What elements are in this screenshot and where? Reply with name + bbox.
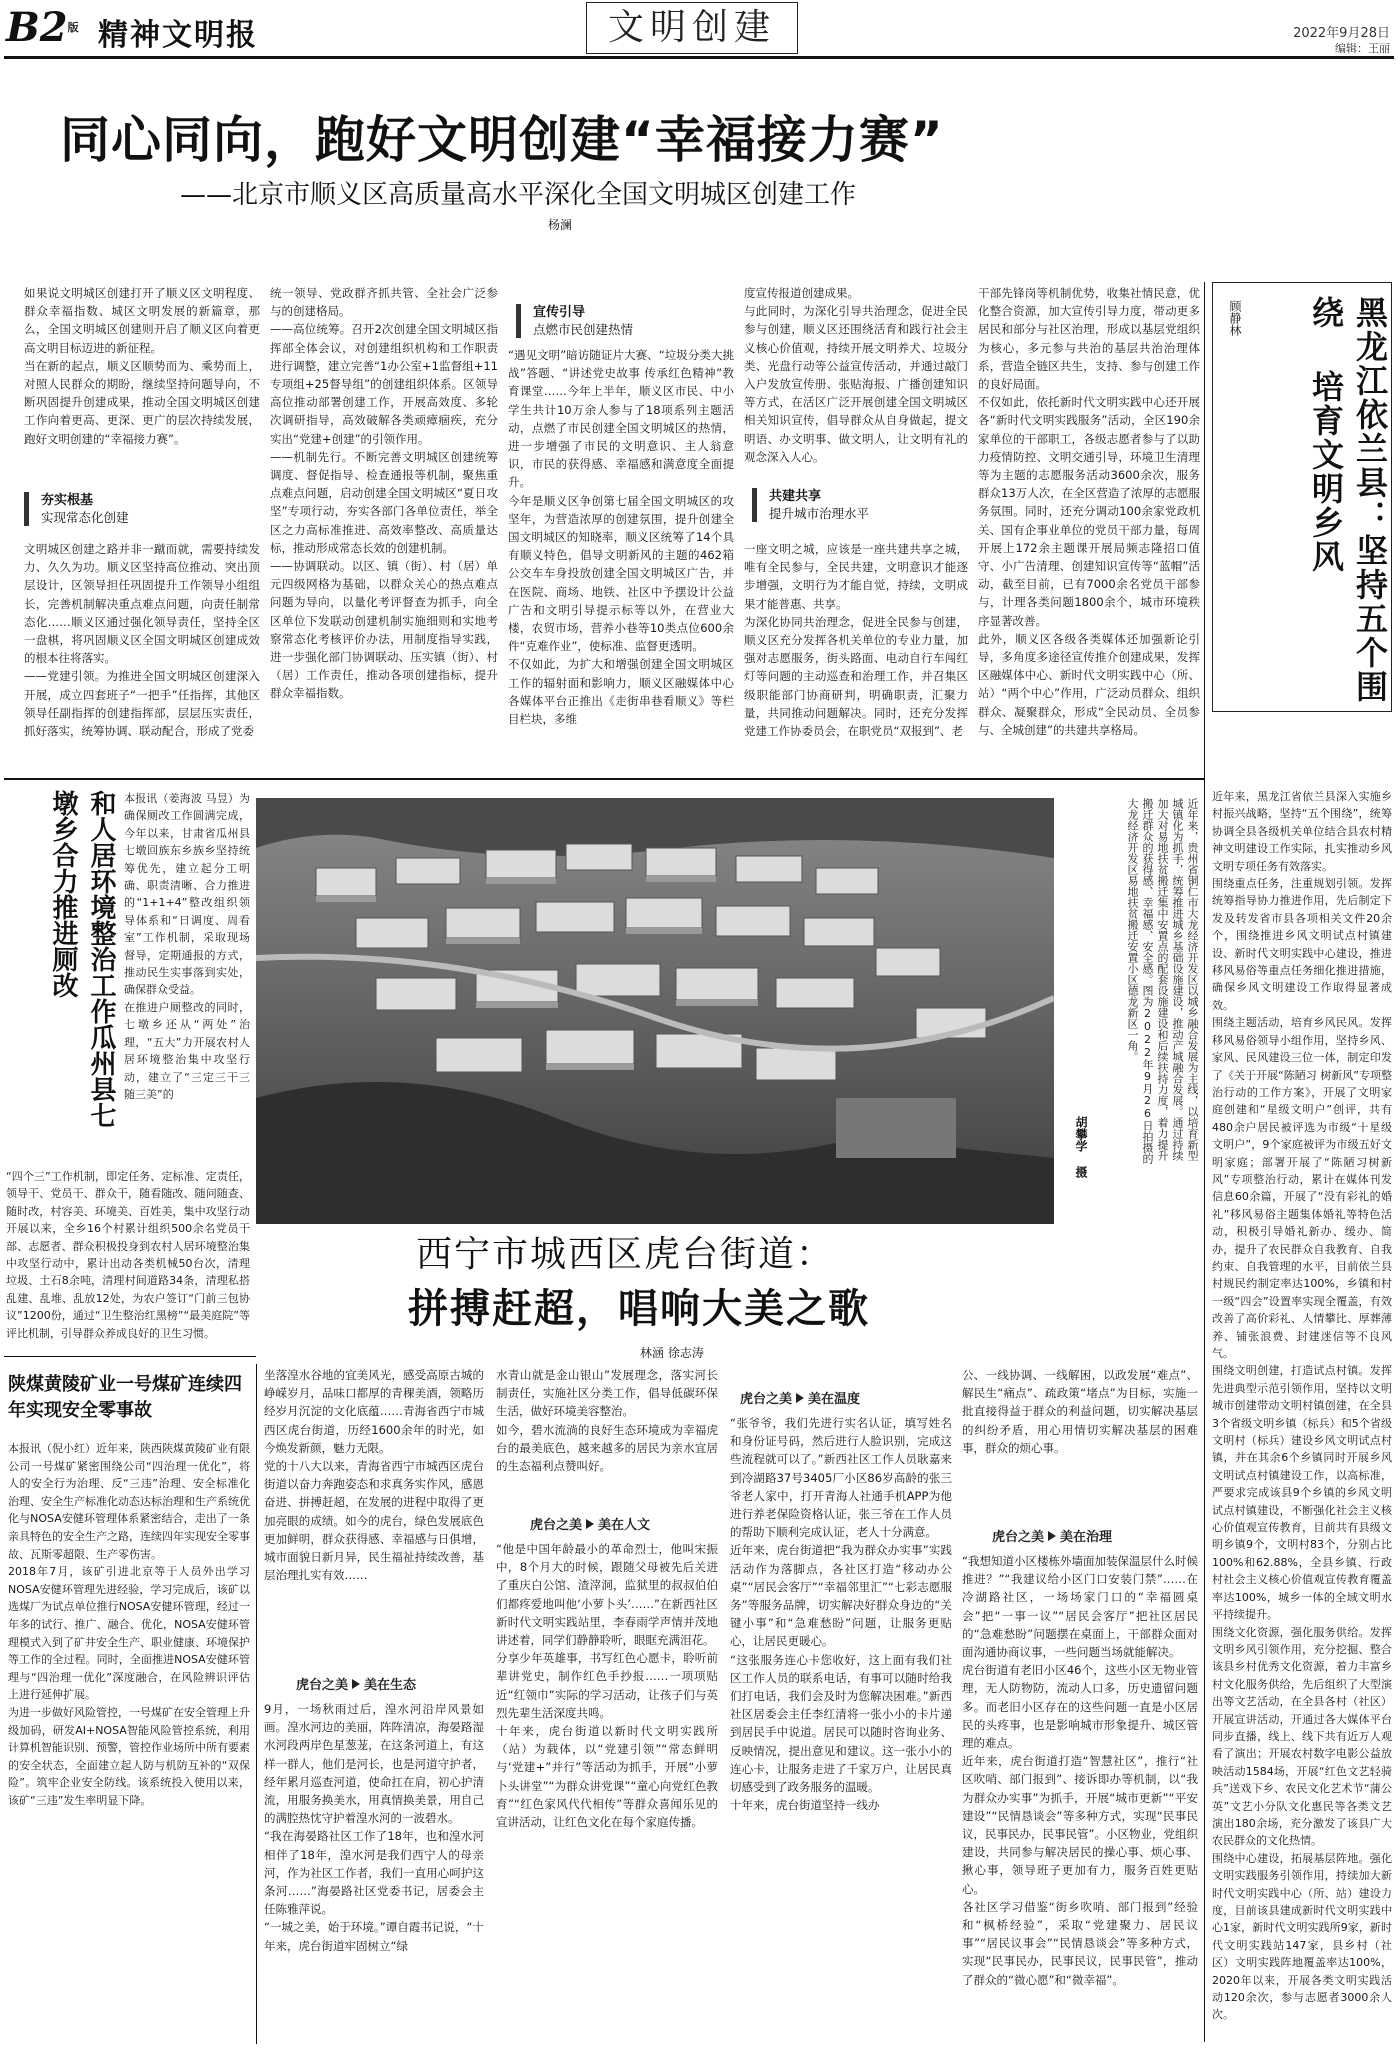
- article5-col4: 公、一线协调、一线解困，以政发展“难点”、解民生“痛点”、疏政策“堵点”为目标，实施一批直接得益于群众的利益问题，切实解决基层的纠纷矛盾，用心用情切实解决基层的困难事，群众的烦心事。: [962, 1368, 1198, 1455]
- article5-byline: 林涵 徐志涛: [640, 1346, 704, 1360]
- article1-col4: 度宣传报道创建成果。 与此同时，为深化引导共治理念，促进全民参与创建，顺义区还围绕活育和践行社会主义核心价值观，持续开展文明养犬、垃圾分类、光盘行动等公益宣传活动，并通过敲门入户发放宣传册、张贴海报、广播创建知识等方式，在活区广泛开展创建全国文明城区相关知识宣传，倡导群众从自身做起，提文明语、办文明事、做文明人，让文明有礼的观念深入人心。: [744, 286, 968, 464]
- article2-body: 近年来，黑龙江省依兰县深入实施乡村振兴战略，坚持“五个围绕”，统筹协调全县各级机关单位结合县农村精神文明建设工作实际，扎实推动乡风文明专项任务有效落实。 围绕重点任务，注重规划引领。发挥统筹指导协力推进作用，先后制定下发及转发省市县各项相关文件20余个，围绕推进乡风文明试点村镇建设、新时代文明实践中心建设，推进移风易俗等重点任务细化推进措施，确保乡风文明建设工作取得显著成效。 围绕主题活动，培育乡风民风。发挥移风易俗领导小组作用，坚持乡风、家风、民风建设三位一体，制定印发了《关于开展“陈陋习 树新风”专项整治行动的工作方案》，开展了文明家庭创建和“星级文明户”创评，共有480余户居民被评选为市级“十星级文明户”，9个家庭被评为市级五好文明家庭；部署开展了“陈陋习树新风”专项整治行动，累计在媒体刊发信息60余篇，开展了“没有彩礼的婚礼”移风易俗主题集体婚礼等特色活动，积极引导婚礼新办、缓办、简办，提升了农民群众自我教育、自我约束、自我管理的水平，目前依兰县村规民约制定率达100%，乡镇和村一级“四会”设置率实现全覆盖，有效改善了高价彩礼、人情攀比、厚葬薄养、铺张浪费、封建迷信等不良风气。 围绕文明创建，打造试点村镇。发挥先进典型示范引领作用，坚持以文明城市创建带动文明村镇创建，在全县3个省级文明乡镇（标兵）和5个省级文明村（标兵）建设乡风文明试点村镇，并在其余6个乡镇同时开展乡风文明试点村镇建设工作，以高标准，严要求完成该县9个乡镇的乡风文明试点村镇建设，不断强化社会主义核心价值观宣传教育，目前共有县级文明乡镇9个，文明村83个，分别占比100%和62.88%，全县乡镇、行政村社会主义核心价值观宣传教育覆盖率达100%，城乡一体的全域文明水平持续提升。 围绕文化资源，强化服务供给。发挥文明乡风引领作用，充分挖掘、整合该县乡村优秀文化资源，着力丰富乡村文化服务供给，先后组织了大型演出等文艺活动，在全县各村（社区）开展宣讲活动，开通过各大媒体平台同步直播，线上、线下共有近万人观看了演出；开展农村数字电影公益放映活动1584场，开展“红色文艺轻骑兵”送戏下乡、农民文化艺术节“蒲公英”文艺小分队文化惠民等各类文艺演出180余场，充分激发了该县广大农民群众的文化热情。 围绕中心建设，拓展基层阵地。强化文明实践服务引领作用，持续加大新时代文明实践中心（所、站）建设力度，目前该县建成新时代文明实践中心1家，新时代文明实践所9家，新时代文明实践站147家，县乡村（社区）文明实践阵地覆盖率达100%，2020年以来，开展各类文明实践活动120余次，参与志愿者3000余人次。: [1212, 790, 1392, 2022]
- arrow-icon: [586, 1519, 594, 1529]
- photo-caption: 近年来，贵州省铜仁市大龙经济开发区以城乡融合发展为主线，以培育新型城镇化为抓手，统筹推进城乡基础设施建设，推动产城融合发展。通过持续加大对易地扶贫搬迁集中安置点的配套设施建设和后续扶持力度，着力提升搬迁群众的获得感、幸福感、安全感。图为2022年9月26日拍摄的大龙经济开发区易地扶贫搬迁安置小区德龙新区一角。: [1126, 798, 1199, 1164]
- article5-col1: 坐落湟水谷地的宜美风光，感受高原古城的峥嵘岁月，品味口都厚的青稞美酒，领略历经岁月沉淀的文化底蕴……青海省西宁市城西区虎台街道，历经1600余年的时光，如今焕发新颜，魅力无限。 党的十八大以来，青海省西宁市城西区虎台街道以奋力奔跑姿态和求真务实作风，感恩奋进、拼搏赶超，在发展的进程中取得了更加亮眼的成绩。如今的虎台，绿色发展底色更加鲜明，群众获得感、幸福感与日俱增，城市面貌日新月异，民生福祉持续改善，基层治理扎实有效……: [264, 1368, 484, 1583]
- article1-col3: “遇见文明”暗访随证片大赛、“垃圾分类大挑战”答题、“讲述党史故事 传承红色精神”教育课堂……今年上半年，顺义区市民、中小学生共计10万余人参与了18项系列主题活动，点燃了市民创建全国文明城区的热情，进一步增强了市民的文明意识、主人翁意识，市民的获得感、幸福感和满意度全面提升。 今年是顺义区争创第七届全国文明城区的攻坚年，为营造浓厚的创建氛围，提升创建全国文明城区的知晓率，顺义区统筹了14个具有顺义特色，倡导文明新风的主题的462箱公交车车身投放创建全国文明城区广告，并在医院、商场、地铁、社区中予摆设计公益广告和文明引导提示标等以外，在营业大楼，农贸市场，营养小巷等10类点位600余件“克难作业”，使标准、监督更透明。 不仅如此，为扩大和增强创建全国文明城区工作的辐射面和影响力，顺义区融媒体中心各媒体平台正推出《走街串巷看顺义》等栏目栏块，多维: [508, 348, 734, 727]
- issue-date: 2022年9月28日: [1293, 26, 1390, 41]
- article5-headline-line1: 西宁市城西区虎台街道：: [416, 1234, 835, 1275]
- page-number: B2版: [6, 4, 79, 51]
- article1-subhead3: 共建共享 提升城市治理水平: [752, 488, 942, 522]
- aerial-town-photo: [256, 798, 1054, 1224]
- article1-col5: 干部先锋岗等机制优势，收集社情民意，优化整合资源，加大宣传引导力度，带动更多居民和部分与社区治理，形成以基层党组织为核心，多元参与共治的基层共治治理体系，营造全链区共生，支持、参与创建工作的良好局面。 不仅如此，依托新时代文明实践中心还开展各“新时代文明实践服务”活动，全区190余家单位的干部职工，各级志愿者参与了以助力疫情防控、文明交通引导，环境卫生清理等为主题的志愿服务活动3600余次，服务群众13万人次，在全区营造了浓厚的志愿服务氛围。同时，还充分调动100余家党政机关、国有企事业单位的党员干部力量，每周开展上172余主题课开展局频志隆招口值守、小广告清理、创建知识宣传等“蓝帽”活动，截至目前，已有7000余名党员干部参与，计理各类问题1800余个，城市环境秩序显著改善。 此外，顺义区各级各类媒体还加强新论引导，多角度多途径宣传推介创建成果，发挥区融媒体中心、新时代文明实践中心（所、站）“两个中心”作用，广泛动员群众、组织群众、凝聚群众，形成“全民动员、全员参与、全城创建”的共建共享格局。: [978, 286, 1200, 737]
- section-label-warmth: 虎台之美 美在温度: [740, 1392, 861, 1407]
- upper-section-rule: [4, 778, 1204, 780]
- right-column-rule: [1204, 282, 1205, 2042]
- article4-headline: 陕煤黄陵矿业一号煤矿连续四年实现安全零事故: [8, 1374, 242, 1421]
- newspaper-name: 精神文明报: [98, 18, 258, 53]
- left-column-rule: [256, 1364, 257, 2044]
- editor-credit: 编辑：王丽: [1335, 42, 1390, 55]
- article3-body1: 本报讯（姜海波 马昱）为确保厕改工作圆满完成，今年以来，甘肃省瓜州县七墩回族东乡族乡坚持统筹优先，建立起分工明确、职责清晰、合力推进的“1+1+4”整改组织领导体系和“日调度、周看室”工作机制，采取现场督导，定期通报的方式，推动民生实事落到实处，确保群众受益。 在推进户厕整改的同时，七墩乡还从“两处”治理，“五大”力开展农村人居环境整治集中攻坚行动，建立了“三定三干三随三美”的: [124, 792, 250, 1101]
- article5-col1b: 9月，一场秋雨过后，湟水河沿岸风景如画。湟水河边的美丽，阵阵清凉，海晏路湿水河段两岸色星葱茏，在这条河道上，有这样一群人，他们是河长，也是河道守护者，经年累月巡查河道，使命扛在肩，初心护清流，用服务换美水，用真情换美景，用自己的满腔热忱守护着湟水河的一波碧水。 “我在海晏路社区工作了18年，也和湟水河相伴了18年，湟水河是我们西宁人的母亲河，作为社区工作者，我们一直用心呵护这条河……”海晏路社区党委书记，居委会主任陈雅萍说。 “一城之美，始于环境。”谭自霞书记说，“十年来，虎台街道牢固树立“绿: [264, 1702, 484, 1953]
- article3-body2: “四个三”工作机制，即定任务、定标准、定责任，领导干、党员干、群众干，随看随改、随问随查、随时改，村容美、环境美、百姓美，集中攻坚行动开展以来，全乡16个村累计组织500余名党员干部、志愿者、群众积极投身到农村人居环境整治集中攻坚行动中，累计出动各类机械50台次，清理垃圾、土石8余吨，清理村间道路34条，清理私搭乱建、乱堆、乱放12处，为农户签订“门前三包协议”1200份，通过“卫生整治红黑榜”“最美庭院”等评比机制，引导群众养成良好的卫生习惯。: [6, 1170, 250, 1340]
- article1-subhead2: 宣传引导 点燃市民创建热情: [516, 304, 686, 338]
- article1-col1: 如果说文明城区创建打开了顺义区文明程度、群众幸福指数、城区文明发展的新篇章，那么，全国文明城区创建则开启了顺义区向着更高文明目标迈进的新征程。 当在新的起点，顺义区顺势而为、乘势而上，对照人民群众的期盼，继续坚持问题导向，不断巩固提升创建成果，推动全国文明城区创建工作向着更高、更深、更广的层次持续发展，跑好文明创建的“幸福接力赛”。: [24, 286, 260, 446]
- article5-col3: “张爷爷，我们先进行实名认证，填写姓名和身份证号码，然后进行人脸识别，完成这些流程就可以了。”新西社区工作人员耿嘉来到冷湖路37号3405厂小区86岁高龄的张三爷老人家中，打开青海人社通手机APP为他进行养老保险资格认证，张三爷在工作人员的帮助下顺利完成认证，老人十分满意。 近年来，虎台街道把“我为群众办实事”实践活动作为落脚点，各社区打造“移动办公桌”“居民会客厅”“幸福邻里汇”“七彩志愿服务”等服务品牌，切实解决好群众身边的“关键小事”和“急难愁盼”问题，让服务更贴心，让居民更暖心。 “这张服务连心卡您收好，这上面有我们社区工作人员的联系电话，有事可以随时给我们打电话，我们会及时为您解决困难。”新西社区居委会主任李红清将一张小小的卡片递到居民手中说道。居民可以随时咨询业务、反映情况，提出意见和建议。这一张小小的连心卡，让服务走进了千家万户，让居民真切感受到了政务服务的温暖。 十年来，虎台街道坚持一线办: [730, 1416, 952, 1813]
- arrow-icon: [796, 1393, 804, 1403]
- section-label-ecology: 虎台之美 美在生态: [296, 1678, 417, 1693]
- main-headline: 同心同向，跑好文明创建“幸福接力赛”: [60, 111, 944, 169]
- header-rule: [4, 56, 1394, 59]
- article5-col2: 水青山就是金山银山”发展理念，落实河长制责任，实施社区分类工作，倡导低碳环保生活，做好环境美容整治。 如今，碧水流淌的良好生态环境成为幸福虎台的最美底色，越来越多的居民为亲水宜居的生态福利点赞叫好。: [496, 1368, 718, 1474]
- section-label-culture: 虎台之美 美在人文: [530, 1518, 651, 1533]
- arrow-icon: [352, 1679, 360, 1689]
- article5-headline-line2: 拼搏赶超，唱响大美之歌: [408, 1286, 870, 1332]
- article5-col2b: “他是中国年龄最小的革命烈士，他叫宋振中，8个月大的时候，跟随父母被先后关进了重庆白公馆、渣滓洞，监狱里的叔叔伯伯们都疼爱地叫他‘小萝卜头’……”在新西社区新时代文明实践站里，李春雨学声情并茂地讲述着，同学们静静聆听，眼眶充满泪花。 分享少年英雄事，书写红色心愿卡，聆听前辈讲党史，制作红色手抄报……一项项贴近“红领巾”实际的学习活动，让孩子们与英烈先辈生活深度共鸣。 十年来，虎台街道以新时代文明实践所（站）为载体，以“党建引领”“常态鲜明与‘党建+”并行”等活动为抓手，开展“小萝卜头讲堂”“为群众讲党课”“童心向党红色教育”“红色家风代代相传”等群众喜闻乐见的宣讲活动，让红色文化在每个家庭传播。: [496, 1542, 718, 1830]
- article1-subhead1: 夯实根基 实现常态化创建: [24, 492, 260, 526]
- section-label-governance: 虎台之美 美在治理: [992, 1530, 1113, 1545]
- left-mid-rule: [4, 1356, 256, 1357]
- article4-body: 本报讯（倪小红）近年来，陕西陕煤黄陵矿业有限公司一号煤矿紧密围绕公司“四治理一优化”，将人的安全行为治理、反“三违”治理、安全标准化治理、安全生产标准化动态达标治理和生产系统优化与NOSA安健环管理体系紧密结合，走出了一条亲具特色的安全生产之路，连续四年实现安全零事故、瓦斯零超限、生产零伤害。 2018年7月，该矿引进北京等于人员外出学习NOSA安健环管理先进经验，学习完成后，该矿以选煤厂为试点单位推行NOSA安健环管理，经过一年多的试行、推广、融合、优化，NOSA安健环管理模式入到了矿井安全生产、职业健康、环境保护等工作的全过程。同时，全面推进NOSA安健环管理与“四治理一优化”深度融合，在风险辨识评估上进行延伸扩展。 为进一步做好风险管控，一号煤矿在安全管理上升级加码，研发AI+NOSA智能风险管控系统，利用计算机智能识别、预警，管控作业场所中所有要素的安全状态，全面建立起人防与机防互补的“双保险”。筑牢企业安全防线。该系统投入使用以来，该矿“三违”发生率明显下降。: [8, 1442, 250, 1807]
- photo-credit: 胡攀学 摄: [1074, 1116, 1088, 1178]
- article2-headline: 黑龙江依兰县：坚持五个围绕 培育文明乡风: [1307, 296, 1389, 704]
- article3-headline: 和人居环境整治工作瓜州县七墩乡合力推进厕改: [48, 790, 116, 1128]
- main-byline: 杨澜: [548, 218, 573, 232]
- article1-col4b: 一座文明之城，应该是一座共建共享之城，唯有全民参与，全民共建，文明意识才能逐步增强，文明行为才能自觉，持续，文明成果才能普惠、共享。 为深化协同共治理念，促进全民参与创建，顺义区充分发挥各机关单位的专业力量，加强对志愿服务，街头路面、电动自行车闯红灯等问题的主动巡查和治理工作，并召集区级职能部门协商研判，明确职责，汇聚力量，共同推动问题解决。同时，还充分发挥党建工作协委员会，在职党员“双报到”、老: [744, 542, 968, 739]
- page-suffix: 版: [67, 21, 79, 34]
- article1-col1b: 文明城区创建之路并非一蹴而就，需要持续发力、久久为功。顺义区坚持高位推动、突出顶层设计，区领导担任巩固提升工作领导小组组长，完善机制解决重点难点问题，向责任制常态化……顺义区通过强化领导责任，坚持全区一盘棋，将巩固顺义区全国文明城区创建成效的根本往将落实。 ——党建引领。为推进全国文明城区创建深入开展，成立四套班子“一把手”任指挥，其他区领导任副指挥的创建指挥部，层层压实责任，抓好落实，统筹协调、联动配合，形成了党委: [24, 542, 260, 739]
- article1-col2: 统一领导、党政群齐抓共管、全社会广泛参与的创建格局。 ——高位统筹。召开2次创建全国文明城区指挥部全体会议，对创建组织机构和工作职责进行调整，建立完善“1办公室+1监督组+11专项组+25督导组”的创建组织体系。区领导高位推动部署创建工作，开展高效度、多轮次调研指导，高效破解各类顽瘴痼疾，充分实出“党建+创建”的引领作用。 ——机制先行。不断完善文明城区创建统筹调度、督促指导、检查通报等机制，聚焦重点难点问题，启动创建全国文明城区“夏日攻坚”专项行动，夯实各部门各单位责任，举全区之力高标准推进、高效率整改、高质量达标，推动形成常态长效的创建机制。 ——协调联动。以区、镇（街）、村（居）单元四级网格为基础，以群众关心的热点难点问题为导向，以量化考评督查为抓手，向全区单位下发联动创建机制实施细则和实地考察常态化考核评价办法，用制度指导实践，进一步强化部门协调联动、压实镇（街）、村（居）工作责任，推动各项创建指标，提升群众幸福指数。: [270, 286, 498, 701]
- article5-col4b: “我想知道小区楼栋外墙面加装保温层什么时候推进？”“我建议给小区门口安装门禁”……在冷湖路社区，一场场家门口的“幸福圆桌会”把“一事一议”“居民会客厅”把社区居民的“急难愁盼”问题摆在桌面上，干部群众面对面沟通协商议事，一些问题当场就能解决。 虎台街道有老旧小区46个，这些小区无物业管理，无人防物防，流动人口多，历史遗留问题多。而老旧小区存在的这些问题一直是小区居民的头疼事，也是影响城市形象提升、城区管理的难点。 近年来，虎台街道打造“智慧社区”，推行“社区吹哨、部门报到”、接诉即办等机制，以“我为群众办实事”为抓手，开展“城市更新”“平安建设”“民情恳谈会”等多种方式，实现“民事民议，民事民办，民事民管”。小区物业，党组织建设，共同参与解决居民的操心事、烦心事、揪心事，领导班子更加有力，服务百姓更贴心。 各社区学习借鉴“街乡吹哨、部门报到”经验和“枫桥经验”，采取“党建聚力、居民议事”“居民议事会”“民情恳谈会”等多种方式，实现“民事民办，民事民议，民事民管”，推动了群众的“微心愿”和“微幸福”。: [962, 1554, 1198, 1987]
- main-subheadline: ——北京市顺义区高质量高水平深化全国文明城区创建工作: [180, 180, 857, 210]
- article2-byline: 顾静林: [1228, 300, 1242, 336]
- section-title: 文明创建: [586, 2, 798, 54]
- arrow-icon: [1048, 1531, 1056, 1541]
